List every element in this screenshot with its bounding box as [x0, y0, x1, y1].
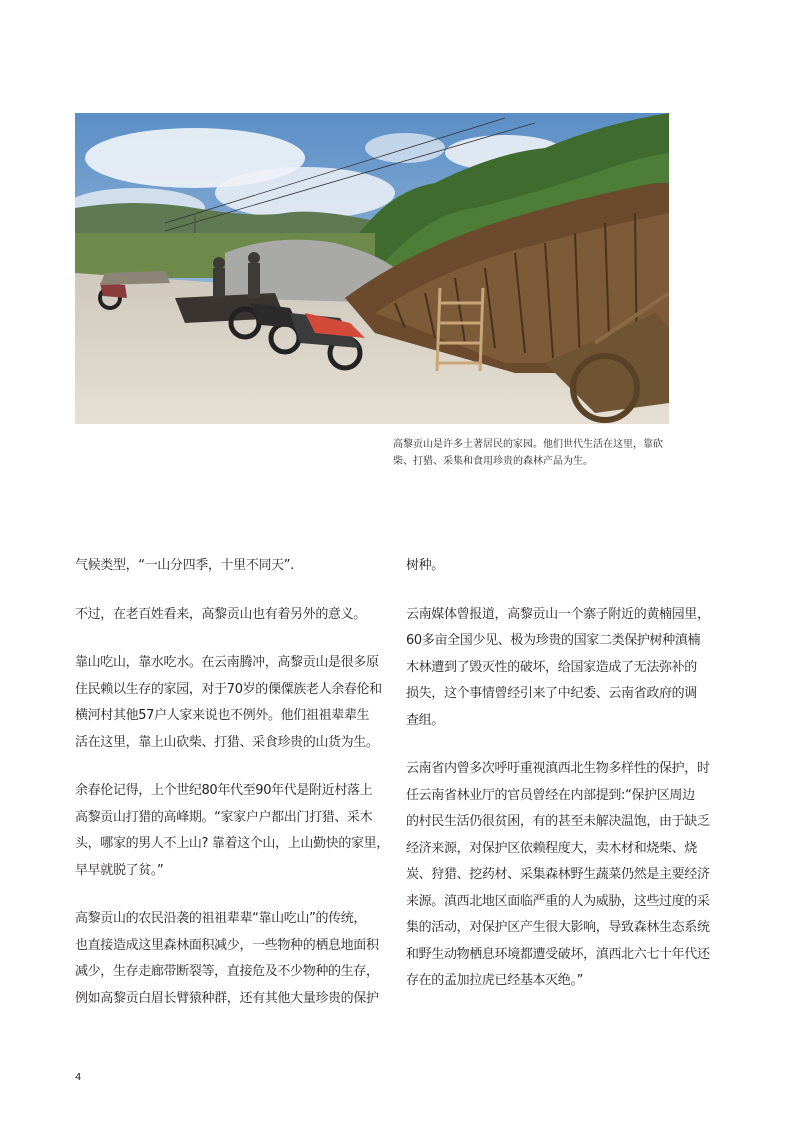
- text-line: 高黎贡山打猎的高峰期。“家家户户都出门打猎、采木: [75, 809, 373, 825]
- left-column: [75, 553, 387, 1034]
- text-line: 头，哪家的男人不上山? 靠着这个山，上山勤快的家里，: [75, 836, 389, 851]
- text-line: 存在的孟加拉虎已经基本灭绝。”: [406, 973, 583, 988]
- paragraph: [75, 906, 387, 1012]
- text-line: 木林遭到了毁灭性的破坏，给国家造成了无法弥补的: [406, 659, 697, 675]
- text-line: 减少，生存走廊带断裂等，直接危及不少物种的生存，: [75, 964, 379, 979]
- paragraph: [75, 602, 387, 629]
- photo-caption: [393, 436, 678, 470]
- text-line: 横河村其他57户人家来说也不例外。他们祖祖辈辈生: [75, 708, 370, 723]
- text-line: 例如高黎贡白眉长臂猿种群，还有其他大量珍贵的保护: [75, 990, 379, 1006]
- text-line: 和野生动物栖息环境都遭受破坏，滇西北六七十年代还: [406, 946, 710, 962]
- text-line: 高黎贡山的农民沿袭的祖祖辈辈“靠山吃山”的传统，: [75, 911, 367, 926]
- text-line: 住民赖以生存的家园，对于70岁的傈僳族老人余春伦和: [75, 681, 382, 697]
- text-line: 来源。滇西北地区面临严重的人为威胁，这些过度的采: [406, 893, 710, 909]
- text-line: 不过，在老百姓看来，高黎贡山也有着另外的意义。: [75, 606, 366, 622]
- text-line: 活在这里，靠上山砍柴、打猎、采食珍贵的山货为生。: [75, 734, 379, 750]
- text-line: 树种。: [406, 558, 444, 573]
- caption-line: 柴、打猎、采集和食用珍贵的森林产品为生。: [393, 456, 593, 467]
- paragraph: [75, 650, 387, 756]
- text-line: 早早就脱了贫。”: [75, 862, 164, 878]
- text-line: 60多亩全国少见、极为珍贵的国家二类保护树种滇楠: [406, 633, 701, 648]
- paragraph: [75, 778, 387, 884]
- text-line: 经济来源，对保护区依赖程度大，卖木材和烧柴、烧: [406, 840, 697, 856]
- paragraph: [406, 756, 718, 995]
- text-line: 靠山吃山，靠水吃水。在云南腾冲，高黎贡山是很多原: [75, 655, 379, 670]
- text-line: 的村民生活仍很贫困，有的甚至未解决温饱，由于缺乏: [406, 814, 710, 829]
- village-photo: [75, 113, 669, 424]
- page-number: 4: [75, 1072, 82, 1083]
- paragraph: [75, 553, 387, 580]
- text-line: 云南省内曾多次呼吁重视滇西北生物多样性的保护，时: [406, 761, 710, 776]
- text-line: 炭、狩猎、挖药材、采集森林野生蔬菜仍然是主要经济: [406, 867, 710, 882]
- text-line: 集的活动，对保护区产生很大影响，导致森林生态系统: [406, 920, 710, 935]
- text-line: 损失，这个事情曾经引来了中纪委、云南省政府的调: [406, 686, 697, 701]
- caption-line: 高黎贡山是许多土著居民的家园。他们世代生活在这里，靠砍: [393, 439, 663, 450]
- right-column: [406, 553, 718, 1017]
- paragraph: [406, 602, 718, 735]
- text-line: 云南媒体曾报道，高黎贡山一个寨子附近的黄楠园里，: [406, 606, 710, 622]
- text-line: 余春伦记得，上个世纪80年代至90年代是附近村落上: [75, 783, 373, 798]
- text-line: 查组。: [406, 712, 444, 728]
- text-line: 任云南省林业厅的官员曾经在内部提到:“保护区周边: [406, 787, 695, 803]
- text-line: 也直接造成这里森林面积减少，一些物种的栖息地面积: [75, 937, 379, 953]
- text-line: 气候类型，“一山分四季，十里不同天”.: [75, 558, 294, 573]
- paragraph: [406, 553, 718, 580]
